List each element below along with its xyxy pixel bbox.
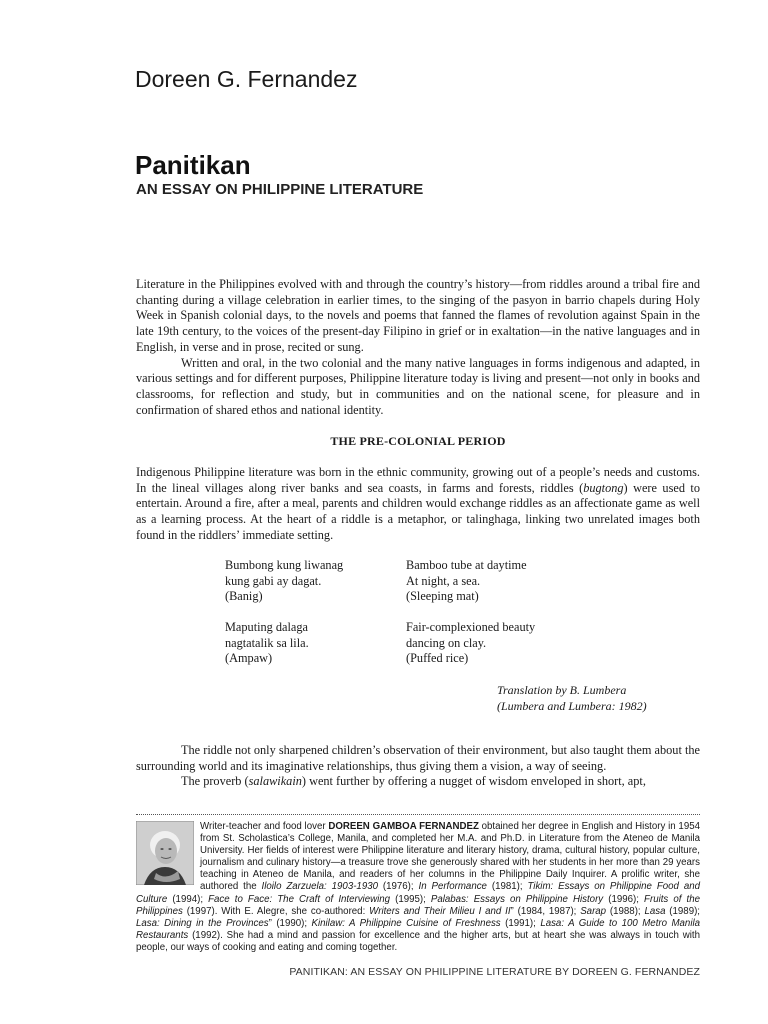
intro-section [136,277,700,418]
portrait-image [136,821,194,885]
bio-text: Writer-teacher and food lover DOREEN GAMBOA FERNANDEZ obtained her degree in English and History in 1954 from St. Scholastica’s College, Manila, and completed her M.A. and Ph.D. in Literature from the Ateneo de Manila University. Her fields of interest were Philippine literature and literary history, drama, cultural history, popular culture, journalism and culinary history—a treasure trove she generously shared with her students in her more than 29 years teaching in Ateneo de Manila, and readers of her columns in the Philippine Daily Inquirer. A prolific writer, she authored the Iloilo Zarzuela: 1903-1930 (1976); In Performance (1981); Tikim: Essays on Philippine Food and Culture (1994); Face to Face: The Craft of Interviewing (1995); Palabas: Essays on Philippine History (1996); Fruits of the Philippines (1997). With E. Alegre, she co-authored: Writers and Their Milieu I and II” (1984, 1987); Sarap (1988); Lasa (1989); Lasa: Dining in the Provinces” (1990); Kinilaw: A Philippine Cuisine of Freshness (1991); Lasa: A Guide to 100 Metro Manila Restaurants (1992). She had a mind and passion for excellence and the higher arts, but at heart she was always in touch with people, our ways of cooking and eating and coming together. [136,821,701,953]
term-bugtong: bugtong [583,480,624,495]
riddle-answer: (Ampaw) [225,651,273,666]
author-photo [136,821,196,888]
divider [136,814,700,815]
precolonial-paragraph: Indigenous Philippine literature was born in the ethnic community, growing out of a people’s needs and customs. In the lineal villages along river banks and sea coasts, in farms and forests, riddles (bugtong) were used to entertain. Around a fire, after a meal, parents and children would exchange riddles as an affectionate game as well as a learning process. At the heart of a riddle is a metaphor, or talinghaga, linking two unrelated images both found in the riddlers’ immediate setting. [136,465,700,542]
term-salawikain: salawikain [248,774,302,789]
riddle-1-original [225,558,343,605]
riddle-line: kung gabi ay dagat. [225,573,322,588]
riddle-2-translation [406,620,535,667]
bio-name: DOREEN GAMBOA FERNANDEZ [328,821,479,832]
credit-line-2: (Lumbera and Lumbera: 1982) [497,698,647,713]
riddle-2-original [225,620,309,667]
riddle-answer: (Puffed rice) [406,651,469,666]
riddle-paragraph: The riddle not only sharpened children’s observation of their environment, but also taught them about the surrounding world and its imaginative relationships, thus giving them a vision, a way of seeing. [136,743,700,773]
riddle-line: dancing on clay. [406,635,487,650]
riddle-line: Bumbong kung liwanag [225,558,344,572]
intro-paragraph-1: Literature in the Philippines evolved with and through the country’s history—from riddles around a tribal fire and chanting during a village celebration in earlier times, to the singing of the pasyon in barrio chapels during Holy Week in Spanish colonial days, to the novels and poems that fanned the flames of revolution against Spain in the late 19th century, to the voices of the present-day Filipino in grief or in exaltation—in the native languages and in English, in verse and in prose, recited or sung. [136,277,700,354]
riddle-1-translation [406,558,527,605]
riddle-line: At night, a sea. [406,573,481,588]
riddle-discussion [136,743,700,790]
riddle-line: Bamboo tube at daytime [406,558,527,572]
article-subtitle: AN ESSAY ON PHILIPPINE LITERATURE [136,181,424,198]
proverb-paragraph: The proverb (salawikain) went further by offering a nugget of wisdom enveloped in short, apt, [181,774,646,789]
running-footer: PANITIKAN: AN ESSAY ON PHILIPPINE LITERATURE BY DOREEN G. FERNANDEZ [289,966,700,978]
riddle-answer: (Sleeping mat) [406,589,479,604]
intro-paragraph-2: Written and oral, in the two colonial and the many native languages in forms indigenous and adapted, in various settings and for different purposes, Philippine literature today is living and present—not only in books and classrooms, for reflection and study, but in communities and on the national scene, for pleasure and in confirmation of shared ethos and national identity. [136,355,700,417]
riddle-line: Fair-complexioned beauty [406,620,536,634]
section-heading: THE PRE-COLONIAL PERIOD [330,434,506,448]
riddle-answer: (Banig) [225,589,263,604]
credit-line-1: Translation by B. Lumbera [497,683,627,697]
riddle-line: Maputing dalaga [225,620,308,634]
translation-credit [497,683,647,714]
article-title: Panitikan [135,150,251,180]
riddle-line: nagtatalik sa lila. [225,635,309,650]
author-name: Doreen G. Fernandez [135,66,358,92]
precolonial-section [136,465,700,544]
author-bio [136,821,700,954]
